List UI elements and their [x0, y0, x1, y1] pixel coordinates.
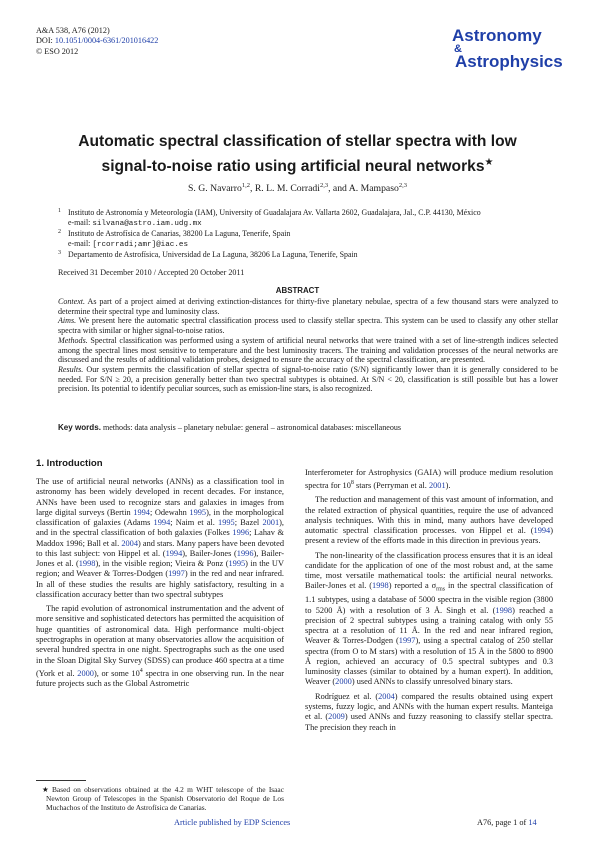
- title-footnote-mark: ★: [484, 156, 494, 168]
- section-heading: 1. Introduction: [36, 458, 103, 469]
- author-2-affiliation: 2,3: [319, 182, 329, 189]
- affiliation-number: 1: [58, 208, 61, 214]
- page-info-prefix: A76, page 1 of: [477, 818, 529, 827]
- citation-link[interactable]: 2001: [428, 481, 446, 491]
- text-run: ), or some 10: [93, 668, 140, 678]
- doi-link[interactable]: 10.1051/0004-6361/201016422: [54, 36, 159, 46]
- email-address[interactable]: silvana@astro.iam.udg.mx: [92, 219, 202, 228]
- text-run: stars (Perryman et al.: [353, 481, 429, 491]
- affiliation-number: 2: [58, 229, 61, 236]
- text-run: ), in the visible region; Vieira & Ponz (: [95, 559, 229, 569]
- copyright: © ESO 2012: [36, 46, 79, 56]
- citation-link[interactable]: 1994: [133, 507, 150, 517]
- affiliation-number: 3: [58, 250, 61, 257]
- affiliation-text: Instituto de Astronomía y Meteorología (IAM), University of Guadalajara Av. Vallarta 2602, Guadalajara, Jal., C.P. 44130, México: [68, 208, 481, 217]
- right-column: [305, 468, 553, 733]
- text-run: ) present a review of the efforts made in this direction in previous years.: [305, 526, 553, 546]
- logo-line-1: Astronomy: [452, 26, 542, 45]
- affiliation-2: [58, 229, 558, 250]
- abstract-text: We present here the automatic spectral classification process used to classify stellar spectra. This system can be used to classify any other stellar spectra with similar or higher signal-to-noise ratios.: [58, 316, 558, 336]
- affiliation-text: Instituto de Astrofísica de Canarias, 38200 La Laguna, Tenerife, Spain: [68, 229, 291, 239]
- footnote-rule: [36, 780, 86, 781]
- citation: A&A 538, A76 (2012): [36, 26, 110, 35]
- text-run: ) compared the results obtained using expert systems, fuzzy logic, and ANNs with the human expert results. Manteiga et al. (: [305, 691, 553, 722]
- abstract-aims: [58, 316, 558, 335]
- text-run: The use of artificial neural networks (ANNs) as a classification tool in astronomy has been widely developed in recent decades. For instance, ANNs have been used to recognize stars and galaxies in images from large digital surveys (Bertin: [36, 477, 284, 517]
- citation-link[interactable]: 1996: [232, 528, 250, 538]
- email-label: e-mail:: [68, 217, 93, 227]
- text-run: ) reported a σ: [388, 581, 437, 591]
- text-run: ), using a spectral catalog of 250 stellar spectra (from O to M stars) with a resolution of 15 Å in the 5800 to 8900 Å region, achieved an accuracy of 0.5 spectral subtypes and 0.3 luminosity classes (similar to obtained by a human expert). In addition, Weaver (: [305, 636, 554, 687]
- logo-ampersand: &: [454, 43, 462, 55]
- keywords: [58, 423, 558, 432]
- text-run: Interferometer for Astrophysics (GAIA) will produce medium resolution spectra for 10: [305, 468, 553, 491]
- footnote: [36, 785, 284, 813]
- citation-link[interactable]: 2009: [328, 712, 345, 722]
- publisher-link[interactable]: Article published by EDP Sciences: [174, 818, 291, 827]
- abstract-results: [58, 365, 558, 394]
- citation-link[interactable]: 1995: [189, 507, 207, 517]
- page-total-link[interactable]: 14: [528, 818, 537, 827]
- author-3-affiliation: 2,3: [398, 182, 407, 189]
- logo-line-2: Astrophysics: [455, 52, 563, 71]
- title-line-1: Automatic spectral classification of stellar spectra with low: [78, 133, 517, 150]
- author-1-affiliation: 1,2: [241, 182, 250, 189]
- paragraph: [305, 468, 553, 491]
- text-run: ) used ANNs to classify unresolved binary stars.: [351, 677, 513, 687]
- abstract-methods: [58, 336, 558, 365]
- paper-title: [40, 132, 555, 177]
- citation-link[interactable]: 1998: [372, 581, 389, 591]
- text-run: ), and in the spectral classification of both galaxies (Folkes: [36, 518, 284, 538]
- subscript: rms: [436, 587, 446, 594]
- abstract-text: Spectral classification was performed using a system of artificial neural networks that were trained with a set of line-strength indices selected among the spectral lines most sensitive to temperature and the best luminosity tracers. The training and validation processes of the neural networks are discussed and the results of additional validation probes, designed to ensure the accuracy of the spectral classification, are presented.: [58, 335, 558, 365]
- author-3: A. Mampaso: [348, 183, 399, 195]
- affiliation-email-line: [68, 239, 558, 251]
- citation-link[interactable]: 1997: [168, 569, 185, 579]
- email-address[interactable]: [rcorradi;amr]@iac.es: [92, 240, 189, 249]
- citation-link[interactable]: 2001: [262, 518, 280, 528]
- citation-link[interactable]: 1994: [165, 548, 183, 558]
- citation-link[interactable]: 1994: [533, 526, 551, 536]
- title-line-2: [40, 153, 555, 178]
- author-separator-2: , and: [328, 183, 349, 195]
- received-dates: Received 31 December 2010 / Accepted 20 October 2011: [58, 268, 245, 277]
- text-run: ) reached a precision of 2 spectral subtypes using a training catalog with only 55 spectra at a resolution of 11 Å. In the red and near infrared region, Weaver & Torres-Dodgen (: [305, 605, 553, 646]
- abstract-label: Methods.: [58, 335, 88, 345]
- author-2: R. L. M. Corradi: [254, 183, 320, 195]
- citation-link[interactable]: 2004: [378, 691, 395, 701]
- abstract-label: Context.: [58, 297, 86, 306]
- citation-link[interactable]: 2004: [121, 538, 138, 548]
- affiliation-1: [58, 208, 558, 229]
- journal-logo: [452, 26, 562, 86]
- abstract-heading: ABSTRACT: [275, 286, 320, 295]
- text-run: ; Lahav & Maddox 1996; Ball et al.: [36, 528, 285, 548]
- text-run: The rapid evolution of astronomical instrumentation and the advent of more sensitive and sophisticated detectors has permitted the acquisition of huge quantities of astronomical data. High performance multi-object spectrographs in operation at many observatories allow the acquisition of several hundred spectra in one night. Spectrographs such as the one used in the Sloan Digital Sky Survey (SDSS) can produce 460 spectra at a time (York et al.: [36, 604, 284, 678]
- text-run: ).: [445, 481, 451, 491]
- paragraph: [305, 495, 553, 546]
- paragraph: [305, 692, 553, 733]
- citation-link[interactable]: 2000: [77, 668, 94, 678]
- citation-link[interactable]: 1996: [236, 548, 254, 558]
- text-run: ) used ANNs and fuzzy reasoning to classify stellar spectra. The precision they reach in: [305, 712, 553, 732]
- text-run: ; Naim et al.: [170, 518, 219, 528]
- superscript: 4: [139, 667, 143, 674]
- citation-link[interactable]: 1995: [228, 559, 246, 569]
- text-run: ) in the red and near infrared. In all of these studies the results are highly satisfactory, resulting in a classification accuracy better than two spectral subtypes: [36, 569, 285, 599]
- author-separator-1: ,: [249, 183, 255, 195]
- abstract-label: Aims.: [58, 316, 77, 326]
- text-run: spectra in one observing run. In the near future projects such as the Global Astrometric: [36, 668, 285, 688]
- title-line-2-text: signal-to-noise ratio using artificial neural networks: [101, 157, 485, 175]
- keywords-text: methods: data analysis – planetary nebulae: general – astronomical databases: miscellaneous: [100, 423, 402, 432]
- citation-link[interactable]: 1994: [153, 518, 171, 528]
- citation-link[interactable]: 2000: [335, 677, 352, 687]
- paragraph: [36, 604, 284, 689]
- email-label: e-mail:: [68, 238, 93, 248]
- keywords-label: Key words.: [58, 423, 101, 432]
- page-info: [477, 818, 537, 827]
- paragraph: [305, 551, 553, 688]
- doi-line: [36, 36, 158, 46]
- text-run: ), Bailer-Jones (: [182, 548, 237, 558]
- affiliation-text: Departamento de Astrofísica, Universidad de La Laguna, 38206 La Laguna, Tenerife, Spain: [68, 250, 358, 260]
- affiliation-3: [58, 250, 558, 260]
- abstract-text: Our system permits the classification of stellar spectra of signal-to-noise ratio (S/N) significantly lower than it is generally considered to be needed. For S/N ≥ 20, a precision generally better than two spectral subtypes is obtained. At S/N < 20, classification is still possible but has a lower precision. Its potential to identify peculiar sources, such as emission-line stars, is also recognized.: [58, 364, 558, 394]
- text-run: ; Odewahn: [149, 507, 190, 517]
- affiliations: [58, 208, 558, 260]
- affiliation-email-line: [68, 218, 558, 230]
- abstract-label: Results.: [58, 364, 84, 374]
- left-column: [36, 477, 284, 689]
- citation-link[interactable]: 1998: [495, 605, 513, 615]
- text-run: The non-linearity of the classification process ensures that it is an ideal candidate for the application of one of the most robust and, at the same time, most versatile mathematical tools: the artificial neural networks. Bailer-Jones et al. (: [305, 550, 553, 591]
- doi-prefix: DOI:: [36, 36, 55, 46]
- text-run: ) in the UV region; and Weaver & Torres-Dodgen (: [36, 559, 284, 579]
- text-run: Rodríguez et al. (: [315, 691, 379, 701]
- text-run: ), in the morphological classification of galaxies (Adams: [36, 507, 284, 528]
- abstract-body: [58, 297, 558, 394]
- text-run: in the spectral classification of 1.1 subtypes, using a database of 5000 spectra in the visible region (3800 to 5200 Å) with a resolution of 3 Å. Singh et al. (: [305, 581, 553, 615]
- author-1: S. G. Navarro: [188, 183, 242, 195]
- text-run: The reduction and management of this vast amount of information, and the related extraction of physical quantities, require the use of advanced analysis techniques. With this in mind, many authors have developed automatic spectral classification processes. von Hippel et al. (: [305, 495, 553, 536]
- paragraph: [36, 477, 284, 600]
- citation-link[interactable]: 1997: [398, 636, 416, 646]
- superscript: 8: [350, 480, 354, 487]
- citation-link[interactable]: 1995: [218, 518, 235, 528]
- author-list: [40, 180, 555, 195]
- abstract-text: As part of a project aimed at deriving extinction-distances for thirty-five planetary nebulae, spectra of a few thousand stars were analyzed to determine their spectral type and luminosity class.: [58, 297, 558, 316]
- citation-link[interactable]: 1998: [78, 559, 96, 569]
- abstract-context: [58, 297, 558, 316]
- footnote-mark: ★: [42, 785, 49, 794]
- text-run: ), Bailer-Jones et al. (: [36, 548, 285, 569]
- text-run: ) and stars. Many papers have been devoted to this last subject: von Hippel et al. (: [36, 538, 284, 558]
- text-run: ; Bazel: [234, 518, 263, 528]
- footnote-text: Based on observations obtained at the 4.2 m WHT telescope of the Isaac Newton Group of Telescopes in the Spanish Observatorio del Roque de Los Muchachos of the Instituto de Astrofísica de Canarias.: [46, 785, 284, 813]
- article-meta: [36, 26, 158, 57]
